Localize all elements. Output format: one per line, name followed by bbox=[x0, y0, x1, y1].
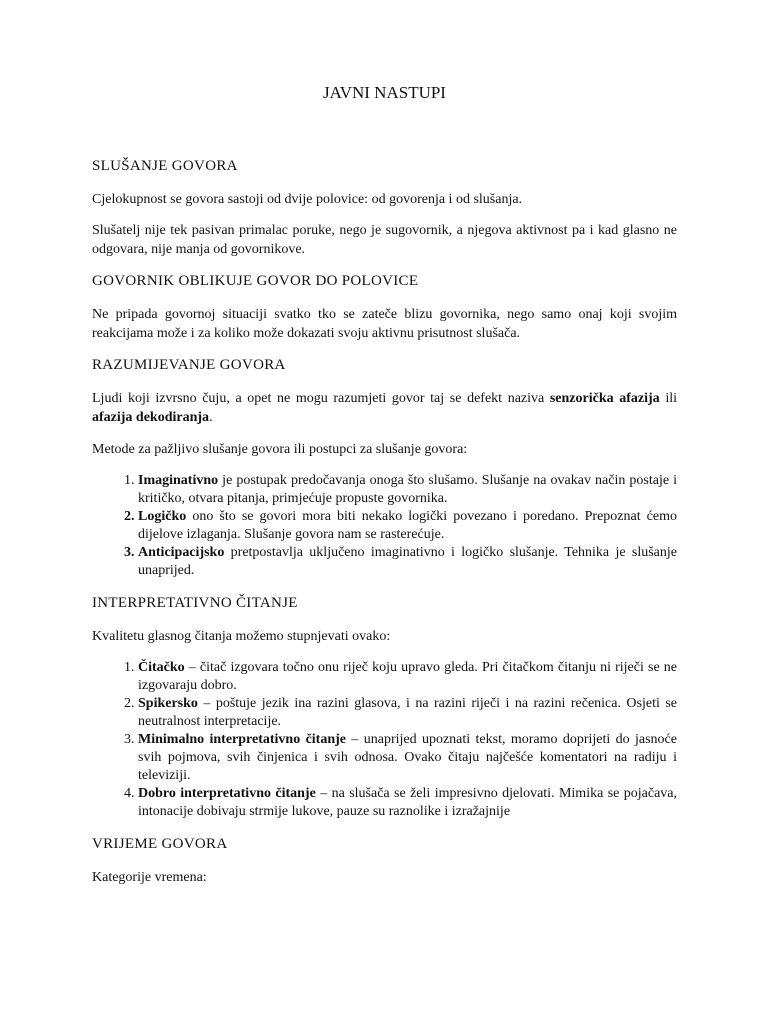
paragraph bbox=[92, 389, 677, 427]
list-item bbox=[138, 472, 677, 508]
document-content bbox=[92, 82, 677, 899]
list-item-text: – čitač izgovara točno onu riječ koju upravo gleda. Pri čitačkom čitanju ni riječi se ne izgovaraju dobro. bbox=[138, 660, 677, 693]
text-run: . bbox=[209, 410, 213, 425]
reading-levels-list bbox=[92, 659, 677, 821]
list-item bbox=[138, 508, 677, 544]
paragraph: Ne pripada govornoj situaciji svatko tko se zateče blizu govornika, nego samo onaj koji svojim reakcijama može i za koliko može dokazati svoju aktivnu prisutnost slušača. bbox=[92, 307, 677, 341]
list-item-term: Imaginativno bbox=[138, 473, 219, 488]
list-item-term: Spikersko bbox=[138, 696, 198, 711]
list-item-text: – poštuje jezik ina razini glasova, i na razini riječi i na razini rečenica. Osjeti se neutralnost interpretacije. bbox=[138, 696, 677, 729]
list-item-term: Čitačko bbox=[138, 660, 185, 675]
list-item-text: – na slušača se želi impresivno djelovati. Mimika se pojačava, intonacije dobivaju strmije lukove, pauze su raznolike i izražajnije bbox=[138, 786, 677, 819]
list-item-text: pretpostavlja uključeno imaginativno i logičko slušanje. Tehnika je slušanje unaprijed. bbox=[138, 545, 677, 578]
paragraph: Kategorije vremena: bbox=[92, 870, 207, 885]
section-heading-govornik: GOVORNIK OBLIKUJE GOVOR DO POLOVICE bbox=[92, 273, 419, 289]
bold-term: afazija dekodiranja bbox=[92, 410, 210, 425]
text-run: Ljudi koji izvrsno čuju, a opet ne mogu razumjeti govor taj se defekt naziva bbox=[92, 391, 550, 406]
list-item bbox=[138, 731, 677, 785]
list-item-term: Minimalno interpretativno čitanje bbox=[138, 732, 346, 747]
paragraph: Kvalitetu glasnog čitanja možemo stupnjevati ovako: bbox=[92, 629, 391, 644]
list-item bbox=[138, 544, 677, 580]
paragraph: Slušatelj nije tek pasivan primalac poruke, nego je sugovornik, a njegova aktivnost pa i kad glasno ne odgovara, nije manja od govornikove. bbox=[92, 223, 677, 257]
section-heading-vrijeme: VRIJEME GOVORA bbox=[92, 836, 228, 852]
list-item-term: Dobro interpretativno čitanje bbox=[138, 786, 316, 801]
list-item bbox=[138, 785, 677, 821]
list-item bbox=[138, 695, 677, 731]
bold-term: senzorička afazija bbox=[549, 391, 660, 406]
list-item-text: ono što se govori mora biti nekako logički povezano i poredano. Prepoznat ćemo dijelove izlaganja. Slušanje govora nam se rasterećuje. bbox=[138, 509, 677, 542]
section-heading-slusanje: SLUŠANJE GOVORA bbox=[92, 158, 238, 174]
paragraph: Metode za pažljivo slušanje govora ili postupci za slušanje govora: bbox=[92, 442, 468, 457]
section-heading-interpretativno: INTERPRETATIVNO ČITANJE bbox=[92, 595, 298, 611]
section-heading-razumijevanje: RAZUMIJEVANJE GOVORA bbox=[92, 357, 286, 373]
list-item-term: Anticipacijsko bbox=[138, 545, 225, 560]
methods-list bbox=[92, 472, 677, 580]
list-item-text: je postupak predočavanja onoga što slušamo. Slušanje na ovakav način postaje i kritičko, otvara pitanja, primjećuje propuste govornika. bbox=[138, 473, 677, 506]
list-item-text: – unaprijed upoznati tekst, moramo doprijeti do jasnoće svih pojmova, svih činjenica i svih odnosa. Ovako čitaju najčešće komentatori na radiju i televiziji. bbox=[138, 732, 677, 783]
list-item bbox=[138, 659, 677, 695]
text-run: ili bbox=[659, 391, 677, 406]
paragraph: Cjelokupnost se govora sastoji od dvije polovice: od govorenja i od slušanja. bbox=[92, 192, 523, 207]
document-title: JAVNI NASTUPI bbox=[323, 83, 446, 102]
list-item-term: Logičko bbox=[138, 509, 187, 524]
